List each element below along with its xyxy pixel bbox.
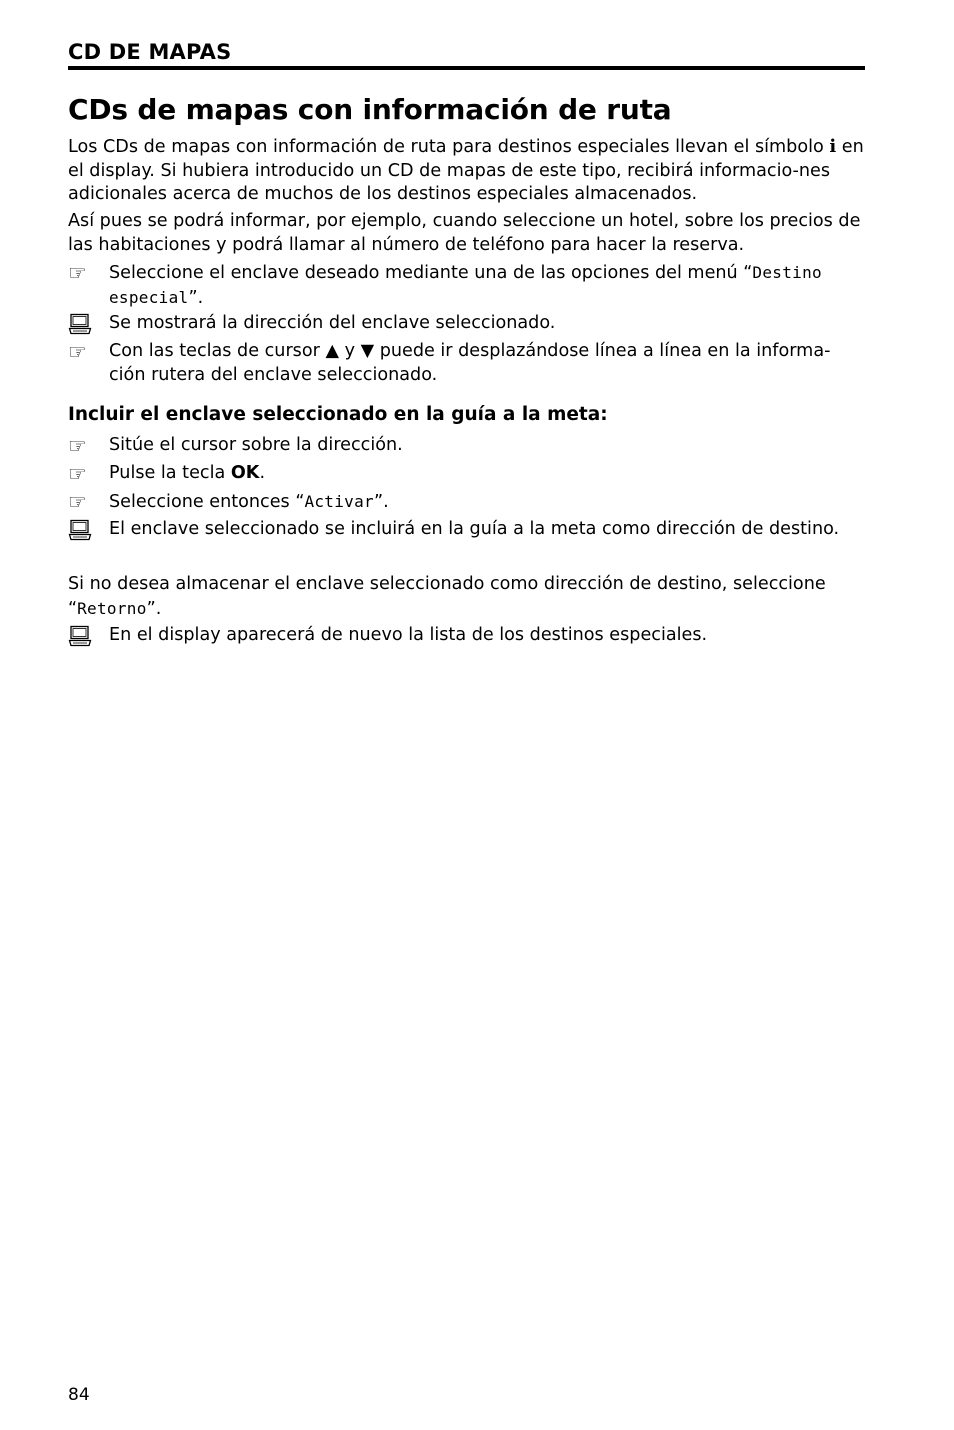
result-list-shown xyxy=(68,624,865,648)
info-symbol-icon: i xyxy=(829,136,837,157)
display-screen-icon xyxy=(68,312,98,336)
pointing-hand-icon: ☞ xyxy=(68,340,87,364)
step-cursor-scroll xyxy=(68,340,865,387)
menu-option-text: Activar xyxy=(304,492,374,511)
pointing-hand-icon: ☞ xyxy=(68,261,87,285)
step-select-activar xyxy=(68,490,865,515)
ok-key-label: OK xyxy=(230,463,260,483)
step-select-enclave xyxy=(68,261,865,310)
step-text: Sitúe el cursor sobre la dirección. xyxy=(109,435,403,455)
display-screen-icon xyxy=(68,518,98,542)
pointing-hand-icon: ☞ xyxy=(68,462,87,486)
step-text: Seleccione el enclave deseado mediante una de las opciones del menú “Destino especial”. xyxy=(109,263,822,308)
step-text: Pulse la tecla OK. xyxy=(109,463,266,483)
subsection-heading: Incluir el enclave seleccionado en la guía a la meta: xyxy=(68,404,608,425)
result-address-shown xyxy=(68,312,865,336)
intro-text-1: Los CDs de mapas con información de ruta para destinos especiales llevan el símbolo xyxy=(68,137,830,157)
page-number: 84 xyxy=(68,1385,90,1405)
display-screen-icon xyxy=(68,624,98,648)
step-text: Seleccione entonces “Activar”. xyxy=(109,492,389,512)
section-rule xyxy=(68,66,865,70)
intro-paragraph-2: Así pues se podrá informar, por ejemplo, cuando seleccione un hotel, sobre los precios de las habitaciones y podrá llamar al número de teléfono para hacer la reserva. xyxy=(68,211,861,255)
menu-option-text: Destino especial xyxy=(109,263,822,307)
step-place-cursor xyxy=(68,434,865,458)
pointing-hand-icon: ☞ xyxy=(68,490,87,514)
step-press-ok xyxy=(68,462,865,486)
closing-paragraph: Si no desea almacenar el enclave seleccionado como dirección de destino, seleccione “Retorno”. xyxy=(68,574,826,619)
result-text: El enclave seleccionado se incluirá en la guía a la meta como dirección de destino. xyxy=(109,519,840,539)
intro-text-2: en el display. Si hubiera introducido un CD de mapas de este tipo, recibirá informacio-nes adicionales acerca de muchos de los destinos especiales almacenados. xyxy=(68,137,864,204)
intro-paragraph-1 xyxy=(68,135,865,207)
result-text: Se mostrará la dirección del enclave seleccionado. xyxy=(109,313,556,333)
pointing-hand-icon: ☞ xyxy=(68,434,87,458)
page-title: CDs de mapas con información de ruta xyxy=(68,93,672,126)
result-included-in-guidance xyxy=(68,518,865,542)
result-text: En el display aparecerá de nuevo la lista de los destinos especiales. xyxy=(109,625,708,645)
step-text: Con las teclas de cursor ▲ y ▼ puede ir desplazándose línea a línea en la informa-ción rutera del enclave seleccionado. xyxy=(109,341,831,385)
menu-option-text: Retorno xyxy=(77,598,147,618)
section-label: CD DE MAPAS xyxy=(68,40,232,64)
